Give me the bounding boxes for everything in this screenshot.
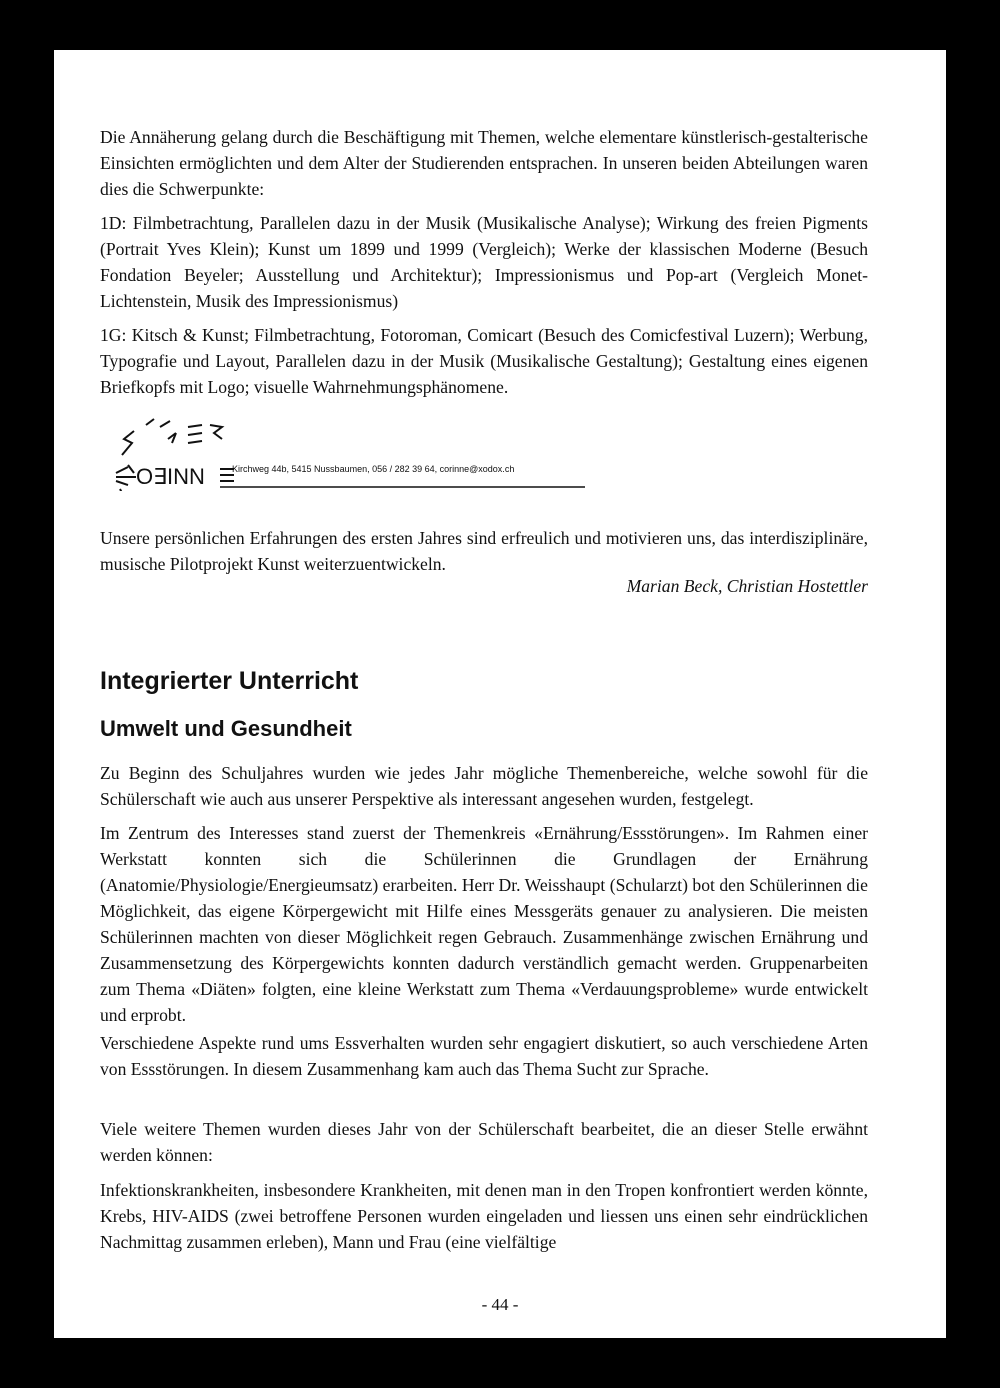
- paragraph-1d: 1D: Filmbetrachtung, Parallelen dazu in der Musik (Musikalische Analyse); Wirkung des freien Pigments (Portrait Yves Klein); Kunst um 1899 und 1999 (Vergleich); Werke der klassischen Moderne (Besuch Fondation Beyeler; Ausstellung und Architektur); Impressionismus und Pop-art (Vergleich Monet-Lichtenstein, Musik des Impressionismus): [100, 213, 868, 311]
- logo-name-text: O∃INN: [136, 464, 205, 489]
- paragraph-experience: Unsere persönlichen Erfahrungen des ersten Jahres sind erfreulich und motivieren uns, das interdisziplinäre, musische Pilotprojekt Kunst weiterzuentwickeln.: [100, 528, 868, 574]
- logo-w-mark: [122, 431, 134, 455]
- paragraph-nutrition: Im Zentrum des Interesses stand zuerst der Themenkreis «Ernährung/Essstörungen». Im Rahmen einer Werkstatt konnten sich die Schülerinnen die Grundlagen der Ernährung (Anatomie/Physiologie/Energieumsatz) erarbeiten. Herr Dr. Weisshaupt (Schularzt) bot den Schülerinnen die Möglichkeit, das eigene Körpergewicht mit Hilfe eines Messgeräts genauer zu analysieren. Die meisten Schülerinnen machten von dieser Möglichkeit regen Gebrauch. Zusammenhänge zwischen Ernährung und Zusammensetzung des Körpergewichts konnten dadurch verständlich gemacht werden. Gruppenarbeiten zum Thema «Diäten» folgten, eine kleine Werkstatt zum Thema «Verdauungsprobleme» wurde entwickelt und erprobt.: [100, 823, 868, 1025]
- letterhead-address: Kirchweg 44b, 5415 Nussbaumen, 056 / 282 39 64, corinne@xodox.ch: [232, 464, 515, 474]
- paragraph-eating: Verschiedene Aspekte rund ums Essverhalten wurden sehr engagiert diskutiert, so auch verschiedene Arten von Essstörungen. In diesem Zusammenhang kam auch das Thema Sucht zur Sprache.: [100, 1033, 868, 1079]
- paragraph-intro: Die Annäherung gelang durch die Beschäftigung mit Themen, welche elementare künstlerisch-gestalterische Einsichten ermöglichten und dem Alter der Studierenden entsprachen. In unseren beiden Abteilungen waren dies die Schwerpunkte:: [100, 127, 868, 199]
- paragraph-1g: 1G: Kitsch & Kunst; Filmbetrachtung, Fotoroman, Comicart (Besuch des Comicfestival Luzern); Werbung, Typografie und Layout, Parallelen dazu in der Musik (Musikalische Gestaltung); Gestaltung eines eigenen Briefkopfs mit Logo; visuelle Wahrnehmungsphänomene.: [100, 325, 868, 397]
- document-page: [54, 50, 946, 1338]
- subsection-heading: Umwelt und Gesundheit: [100, 716, 352, 741]
- author-signature: Marian Beck, Christian Hostettler: [626, 576, 868, 596]
- letterhead-logo: [110, 415, 590, 491]
- page-number: - 44 -: [481, 1295, 519, 1314]
- section-heading: Integrierter Unterricht: [100, 667, 359, 695]
- paragraph-infections: Infektionskrankheiten, insbesondere Krankheiten, mit denen man in den Tropen konfrontiert werden könnte, Krebs, HIV-AIDS (zwei betroffene Personen wurden eingeladen und liessen uns einen sehr eindrücklichen Nachmittag zusammen erleben), Mann und Frau (eine vielfältige: [100, 1180, 868, 1252]
- paragraph-start: Zu Beginn des Schuljahres wurden wie jedes Jahr mögliche Themenbereiche, welche sowohl für die Schülerschaft wie auch aus unserer Perspektive als interessant angesehen wurden, festgelegt.: [100, 763, 868, 809]
- paragraph-topics: Viele weitere Themen wurden dieses Jahr von der Schülerschaft bearbeitet, die an dieser Stelle erwähnt werden können:: [100, 1119, 868, 1165]
